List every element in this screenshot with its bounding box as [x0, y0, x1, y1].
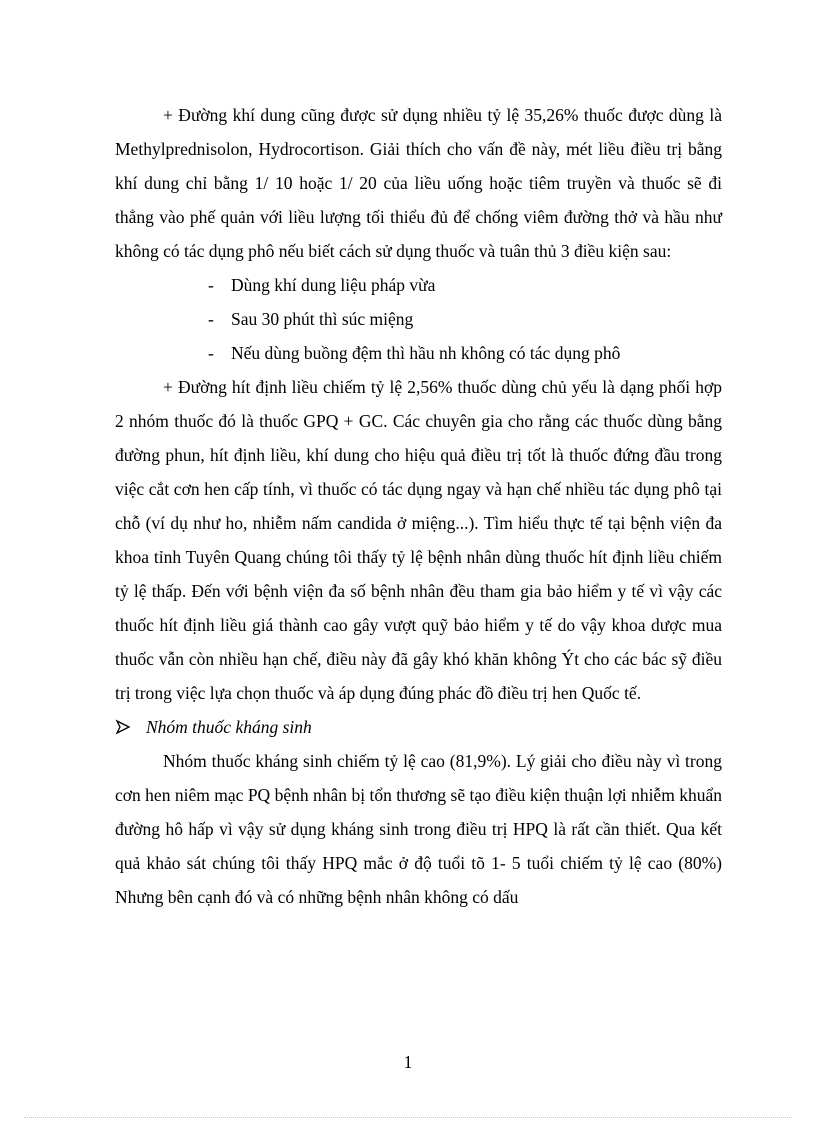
- dash-marker: -: [208, 309, 214, 329]
- section-heading-text: Nhóm thuốc kháng sinh: [146, 717, 312, 737]
- list-item: [115, 336, 722, 370]
- paragraph-inhaler-route: + Đường hít định liều chiếm tỷ lệ 2,56% thuốc dùng chủ yếu là dạng phối hợp 2 nhóm thuốc đó là thuốc GPQ + GC. Các chuyên gia cho rằng các thuốc dùng bằng đường phun, hít định liều, khí dung cho hiệu quả điều trị tốt là thuốc đứng đầu trong việc cắt cơn hen cấp tính, vì thuốc có tác dụng ngay và hạn chế nhiều tác dụng phô tại chỗ (ví dụ như ho, nhiễm nấm candida ở miệng...). Tìm hiểu thực tế tại bệnh viện đa khoa tỉnh Tuyên Quang chúng tôi thấy tỷ lệ bệnh nhân dùng thuốc hít định liều chiếm tỷ lệ thấp. Đến với bệnh viện đa số bệnh nhân đều tham gia bảo hiểm y tế vì vậy các thuốc hít định liều giá thành cao gây vượt quỹ bảo hiểm y tế do vậy khoa dược mua thuốc vẫn còn nhiều hạn chế, điều này đã gây khó khăn không Ýt cho các bác sỹ điều trị trong việc lựa chọn thuốc và áp dụng đúng phác đồ điều trị hen Quốc tế.: [115, 377, 722, 703]
- page-bottom-divider: [24, 1117, 792, 1118]
- section-heading-antibiotics: [115, 710, 722, 744]
- paragraph-antibiotics: Nhóm thuốc kháng sinh chiếm tỷ lệ cao (81,9%). Lý giải cho điều này vì trong cơn hen niêm mạc PQ bệnh nhân bị tổn thương sẽ tạo điều kiện thuận lợi nhiễm khuẩn đường hô hấp vì vậy sử dụng kháng sinh trong điều trị HPQ là rất cần thiết. Qua kết quả khảo sát chúng tôi thấy HPQ mắc ở độ tuổi tõ 1- 5 tuổi chiếm tỷ lệ cao (80%) Nhưng bên cạnh đó và có những bệnh nhân không có dấu: [115, 751, 722, 907]
- list-item-text: Nếu dùng buồng đệm thì hầu nh không có tác dụng phô: [231, 343, 621, 363]
- body-text: [115, 98, 722, 914]
- conditions-list: [115, 268, 722, 370]
- dash-marker: -: [208, 275, 214, 295]
- list-item: [115, 268, 722, 302]
- dash-marker: -: [208, 343, 214, 363]
- list-item-text: Sau 30 phút thì súc miệng: [231, 309, 414, 329]
- page-number: 1: [403, 1052, 413, 1072]
- paragraph-aerosol-route: + Đường khí dung cũng được sử dụng nhiều tỷ lệ 35,26% thuốc được dùng là Methylprednisolon, Hydrocortison. Giải thích cho vấn đề này, mét liều điều trị bằng khí dung chỉ bằng 1/ 10 hoặc 1/ 20 của liều uống hoặc tiêm truyền và thuốc sẽ đi thẳng vào phế quản với liều lượng tối thiểu đủ để chống viêm đường thở và hầu như không có tác dụng phô nếu biết cách sử dụng thuốc và tuân thủ 3 điều kiện sau:: [115, 105, 722, 261]
- arrowhead-bullet-icon: [115, 719, 131, 735]
- list-item: [115, 302, 722, 336]
- list-item-text: Dùng khí dung liệu pháp vừa: [231, 275, 436, 295]
